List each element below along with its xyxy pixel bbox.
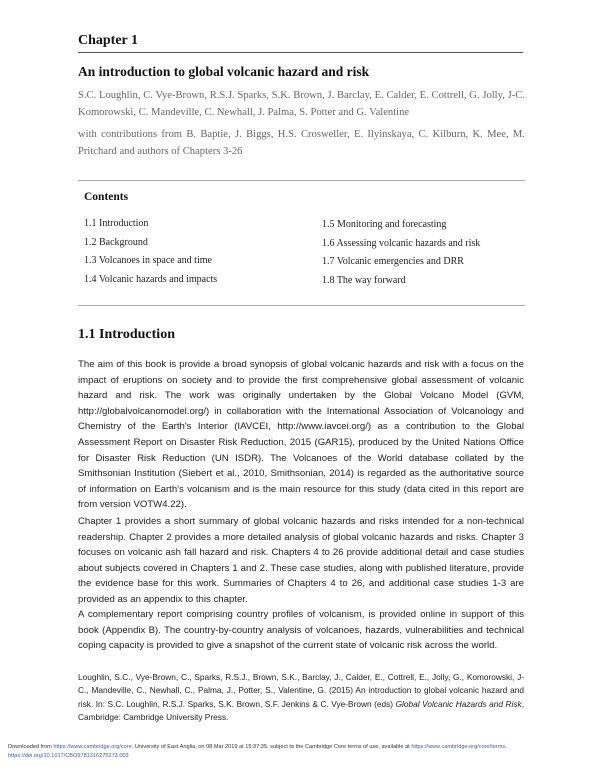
toc-item-1-8[interactable]: 1.8 The way forward (322, 275, 406, 286)
author-list: S.C. Loughlin, C. Vye-Brown, R.S.J. Sparks, S.K. Brown, J. Barclay, E. Calder, E. Cottrell, G. Jolly, J-C. Komorowski, C. Mandeville, C. Newhall, J. Palma, S. Potter and G. Valentine (78, 90, 525, 118)
toc-item-1-3[interactable]: 1.3 Volcanoes in space and time (84, 255, 212, 266)
download-footer (8, 743, 594, 761)
paragraph-1: The aim of this book is provide a broad synopsis of global volcanic hazards and risk with a focus on the impact of eruptions on society and to provide the first comprehensive global assessment of volcanic hazard and risk. The work was originally undertaken by the Global Volcano Model (GVM, http://globalvolcanomodel.org/) in collaboration with the International Association of Volcanology and Chemistry of the Earth's Interior (IAVCEI, http://www.iavcei.org/) as a contribution to the Global Assessment Report on Disaster Risk Reduction, 2015 (GAR15), produced by the United Nations Office for Disaster Risk Reduction (UN ISDR). The Volcanoes of the World database collated by the Smithsonian Institution (Siebert et al., 2010, Smithsonian, 2014) is regarded as the authoritative source of information on Earth's volcanism and is the main resource for this study (data cited in this report are from version VOTW4.22). (78, 359, 524, 511)
citation-publisher: , Cambridge: Cambridge University Press. (78, 698, 525, 722)
chapter-label: Chapter 1 (78, 33, 139, 48)
footer-doi-link[interactable]: https://doi.org/10.1017/CBO9781316276273.003 (8, 753, 129, 759)
toc-item-1-5[interactable]: 1.5 Monitoring and forecasting (322, 219, 447, 230)
footer-downloaded-from: Downloaded from (8, 744, 52, 750)
chapter-rule (78, 52, 523, 53)
chapter-title: An introduction to global volcanic hazard and risk (78, 64, 370, 79)
citation-text: Loughlin, S.C., Vye-Brown, C., Sparks, R.S.J., Brown, S.K., Barclay, J., Calder, E., Cottrell, E., Jolly, G., Komorowski, J-C., Mandeville, C., Newhall, C., Palma, J., Potter, S., Valentine, G. (2015) An introduction to global volcanic hazard and risk. In: S.C. Loughlin, R.S.J. Sparks, S.K. Brown, S.F. Jenkins & C. Vye-Brown (eds) (78, 672, 524, 709)
footer-terms-link[interactable]: https://www.cambridge.org/core/terms (411, 744, 506, 750)
toc-item-1-7[interactable]: 1.7 Volcanic emergencies and DRR (322, 256, 464, 267)
toc-item-1-2[interactable]: 1.2 Background (84, 237, 148, 248)
toc-item-1-6[interactable]: 1.6 Assessing volcanic hazards and risk (322, 238, 481, 249)
toc-item-1-1[interactable]: 1.1 Introduction (84, 218, 149, 229)
section-heading: 1.1 Introduction (78, 327, 175, 342)
citation-book-title: Global Volcanic Hazards and Risk (395, 698, 522, 709)
contributor-list: with contributions from B. Baptie, J. Biggs, H.S. Crosweller, E. Ilyinskaya, C. Kilburn, K. Mee, M. Pritchard and authors of Chapters 3-26 (78, 129, 525, 157)
paragraph-2: Chapter 1 provides a short summary of global volcanic hazards and risks intended for a non-technical readership. Chapter 2 provides a more detailed analysis of global volcanic hazards and risks. Chapter 3 focuses on volcanic ash fall hazard and risk. Chapters 4 to 26 provide additional detail and case studies about subjects covered in Chapters 1 and 2. These case studies, along with published literature, provide the evidence base for this work. Summaries of Chapters 4 to 26, and additional case studies 1-3 are provided as an appendix to this chapter. (78, 516, 524, 605)
footer-core-link[interactable]: https://www.cambridge.org/core (53, 744, 132, 750)
footer-access-note: . University of East Anglia, on 08 Mar 2019 at 15:37:35, subject to the Cambridge Core terms of use, available at (131, 744, 410, 750)
citation (78, 671, 524, 724)
contents-heading: Contents (84, 191, 129, 203)
toc-item-1-4[interactable]: 1.4 Volcanic hazards and impacts (84, 274, 218, 285)
footer-end: . (505, 744, 507, 750)
paragraph-3: A complementary report comprising country profiles of volcanism, is provided online in support of this book (Appendix B). The country-by-country analysis of volcanoes, hazards, vulnerabilities and technical coping capacity is provided to give a snapshot of the current state of volcanic risk across the world. (78, 609, 524, 652)
